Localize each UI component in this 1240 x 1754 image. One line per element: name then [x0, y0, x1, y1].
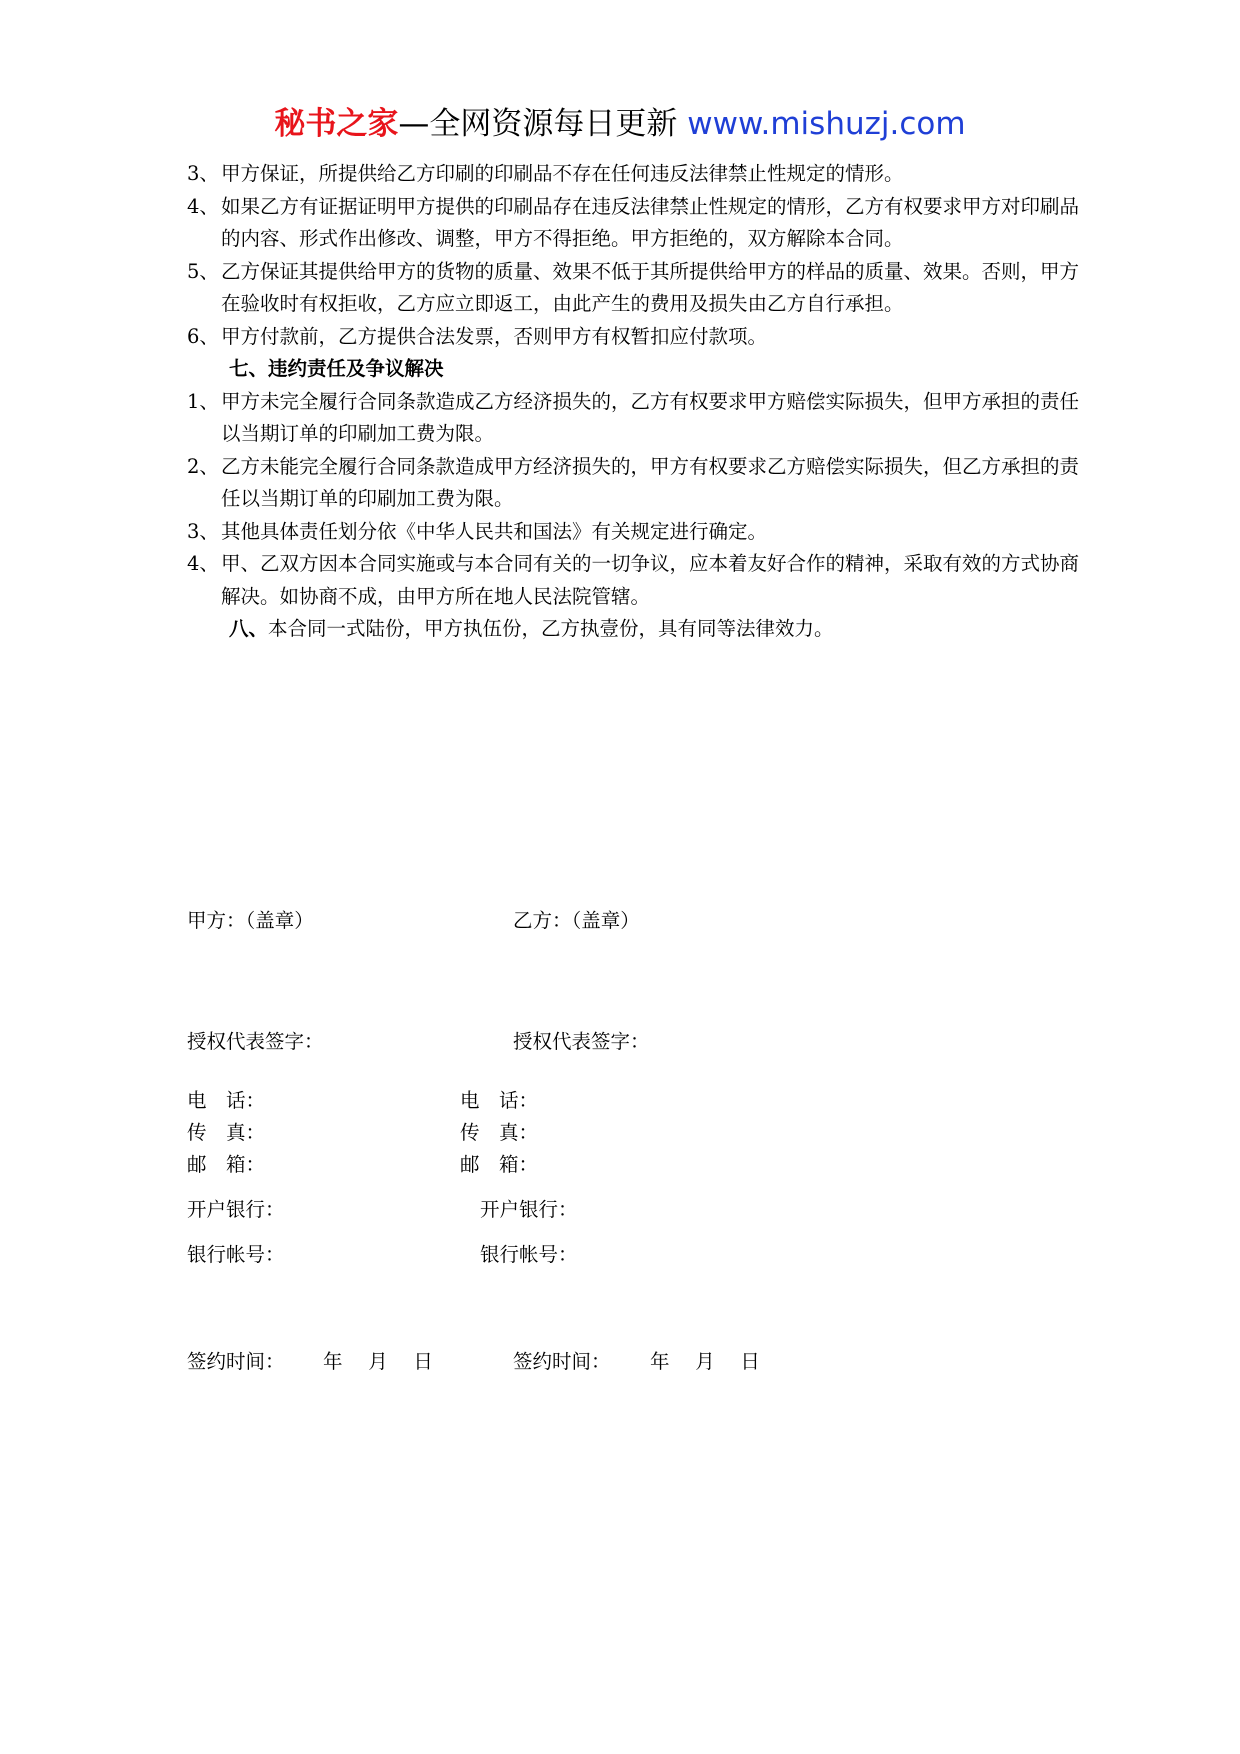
clause-text: 甲方未完全履行合同条款造成乙方经济损失的，乙方有权要求甲方赔偿实际损失，但甲方承担的责任以当期订单的印刷加工费为限。: [221, 389, 1080, 445]
party-b-phone-field: 电 话：: [460, 1089, 539, 1112]
party-b-label: 乙方：（盖章）: [513, 909, 640, 932]
party-b-account-field: 银行帐号：: [480, 1243, 578, 1266]
section-7-clause-3: [187, 516, 1087, 549]
clause-number: 6、: [187, 324, 219, 348]
party-a-email-field: 邮 箱：: [187, 1153, 266, 1176]
phone-row: [0, 1089, 1240, 1113]
party-row: [0, 909, 1240, 933]
representative-row: [0, 1030, 1240, 1054]
clause-text: 甲方付款前，乙方提供合法发票，否则甲方有权暂扣应付款项。: [221, 324, 768, 348]
party-b-fax-field: 传 真：: [460, 1121, 539, 1144]
bank-row: [0, 1198, 1240, 1222]
clause-text: 其他具体责任划分依《中华人民共和国法》有关规定进行确定。: [221, 519, 768, 543]
section-7-clause-2: [187, 451, 1087, 516]
clause-number: 1、: [187, 389, 219, 413]
clause-text: 如果乙方有证据证明甲方提供的印刷品存在违反法律禁止性规定的情形，乙方有权要求甲方对印刷品的内容、形式作出修改、调整，甲方不得拒绝。甲方拒绝的，双方解除本合同。: [221, 194, 1080, 250]
clause-number: 3、: [187, 519, 219, 543]
clause-number: 5、: [187, 259, 219, 283]
section-8-text: 本合同一式陆份，甲方执伍份，乙方执壹份，具有同等法律效力。: [268, 617, 834, 640]
signing-date-row: [0, 1350, 1240, 1374]
party-b-representative-field: 授权代表签字：: [513, 1030, 650, 1053]
party-a-fax-field: 传 真：: [187, 1121, 266, 1144]
party-a-date-label: 签约时间：: [187, 1350, 285, 1373]
header-url[interactable]: www.mishuzj.com: [687, 106, 966, 142]
clause-4: [187, 191, 1087, 256]
site-header-banner: [0, 104, 1240, 144]
clause-number: 2、: [187, 454, 219, 478]
party-b-date-fields: 年 月 日: [650, 1350, 760, 1373]
header-tagline: —全网资源每日更新: [398, 106, 678, 142]
header-brand: 秘书之家: [274, 106, 399, 142]
clause-number: 4、: [187, 552, 219, 575]
party-b-date-label: 签约时间：: [513, 1350, 611, 1373]
section-8-paragraph: [187, 613, 1087, 646]
clause-text: 乙方保证其提供给甲方的货物的质量、效果不低于其所提供给甲方的样品的质量、效果。否则，甲方在验收时有权拒收，乙方应立即返工，由此产生的费用及损失由乙方自行承担。: [221, 259, 1080, 315]
party-a-label: 甲方：（盖章）: [187, 909, 314, 932]
fax-row: [0, 1121, 1240, 1145]
party-b-email-field: 邮 箱：: [460, 1153, 539, 1176]
party-a-account-field: 银行帐号：: [187, 1243, 285, 1266]
section-7-clause-4: [187, 548, 1087, 613]
section-7-heading: 七、违约责任及争议解决: [229, 357, 444, 380]
clause-number: 3、: [187, 162, 219, 185]
section-7-clause-1: [187, 386, 1087, 451]
party-a-representative-field: 授权代表签字：: [187, 1030, 324, 1053]
clause-text: 乙方未能完全履行合同条款造成甲方经济损失的，甲方有权要求乙方赔偿实际损失，但乙方承担的责任以当期订单的印刷加工费为限。: [221, 454, 1080, 510]
account-row: [0, 1243, 1240, 1267]
party-a-bank-field: 开户银行：: [187, 1198, 285, 1221]
party-a-date-fields: 年 月 日: [323, 1350, 433, 1373]
party-b-bank-field: 开户银行：: [480, 1198, 578, 1221]
email-row: [0, 1153, 1240, 1177]
clause-3: [187, 158, 1087, 191]
clause-number: 4、: [187, 194, 219, 218]
clause-6: [187, 321, 1087, 354]
clause-text: 甲方保证，所提供给乙方印刷的印刷品不存在任何违反法律禁止性规定的情形。: [221, 162, 904, 185]
clause-text: 甲、乙双方因本合同实施或与本合同有关的一切争议，应本着友好合作的精神，采取有效的方式协商解决。如协商不成，由甲方所在地人民法院管辖。: [221, 552, 1080, 608]
section-8-number: 八、: [229, 617, 269, 640]
contract-body: [187, 158, 1087, 646]
clause-5: [187, 256, 1087, 321]
party-a-phone-field: 电 话：: [187, 1089, 266, 1112]
